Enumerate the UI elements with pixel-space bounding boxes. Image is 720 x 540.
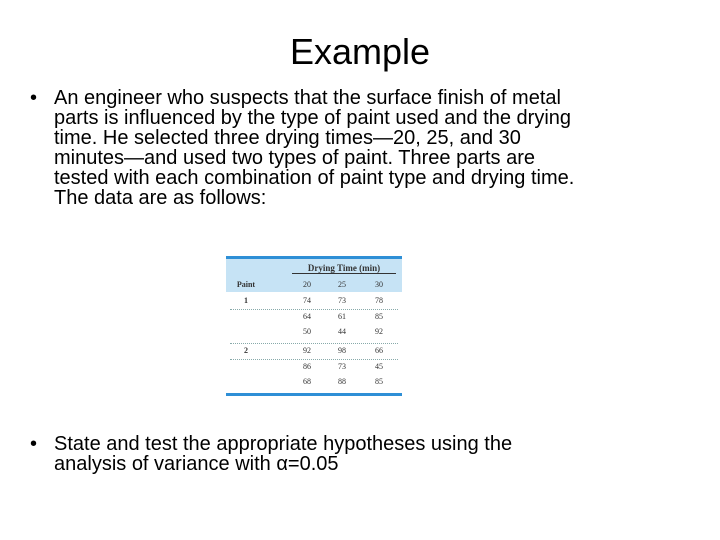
table-top-rule	[226, 256, 402, 259]
table-column-header: 30	[375, 280, 383, 289]
table-row-divider	[230, 309, 398, 310]
table-cell: 68	[303, 377, 311, 386]
table-cell: 74	[303, 296, 311, 305]
drying-time-data-table	[226, 256, 402, 396]
bullet-marker: •	[30, 433, 38, 455]
table-cell: 85	[375, 377, 383, 386]
table-row-divider	[230, 359, 398, 360]
table-row-header: Paint	[236, 280, 256, 289]
table-cell: 73	[338, 362, 346, 371]
table-column-header: 20	[303, 280, 311, 289]
bullet-text: State and test the appropriate hypotheses using the analysis of variance with α=0.05	[54, 433, 513, 475]
table-cell: 44	[338, 327, 346, 336]
table-cell: 92	[303, 346, 311, 355]
table-cell: 85	[375, 312, 383, 321]
table-cell: 86	[303, 362, 311, 371]
table-paint-label: 2	[244, 346, 248, 355]
table-group-header: Drying Time (min)	[292, 263, 396, 274]
table-cell: 50	[303, 327, 311, 336]
table-cell: 98	[338, 346, 346, 355]
table-cell: 73	[338, 296, 346, 305]
bullet-problem-statement	[30, 88, 690, 208]
table-cell: 92	[375, 327, 383, 336]
table-cell: 88	[338, 377, 346, 386]
table-bottom-rule	[226, 393, 402, 396]
table-cell: 64	[303, 312, 311, 321]
table-row-divider	[230, 343, 398, 344]
bullet-marker: •	[30, 87, 38, 109]
slide-title: Example	[289, 31, 431, 72]
table-cell: 61	[338, 312, 346, 321]
table-cell: 66	[375, 346, 383, 355]
table-cell: 78	[375, 296, 383, 305]
table-paint-label: 1	[244, 296, 248, 305]
table-cell: 45	[375, 362, 383, 371]
table-column-header: 25	[338, 280, 346, 289]
bullet-task	[30, 434, 690, 474]
bullet-text: An engineer who suspects that the surface finish of metal parts is influenced by the type of paint used and the drying time. He selected three drying times—20, 25, and 30 minutes—and used two types of paint. Three parts are tested with each combination of paint type and drying time. The data are as follows:	[54, 87, 575, 209]
